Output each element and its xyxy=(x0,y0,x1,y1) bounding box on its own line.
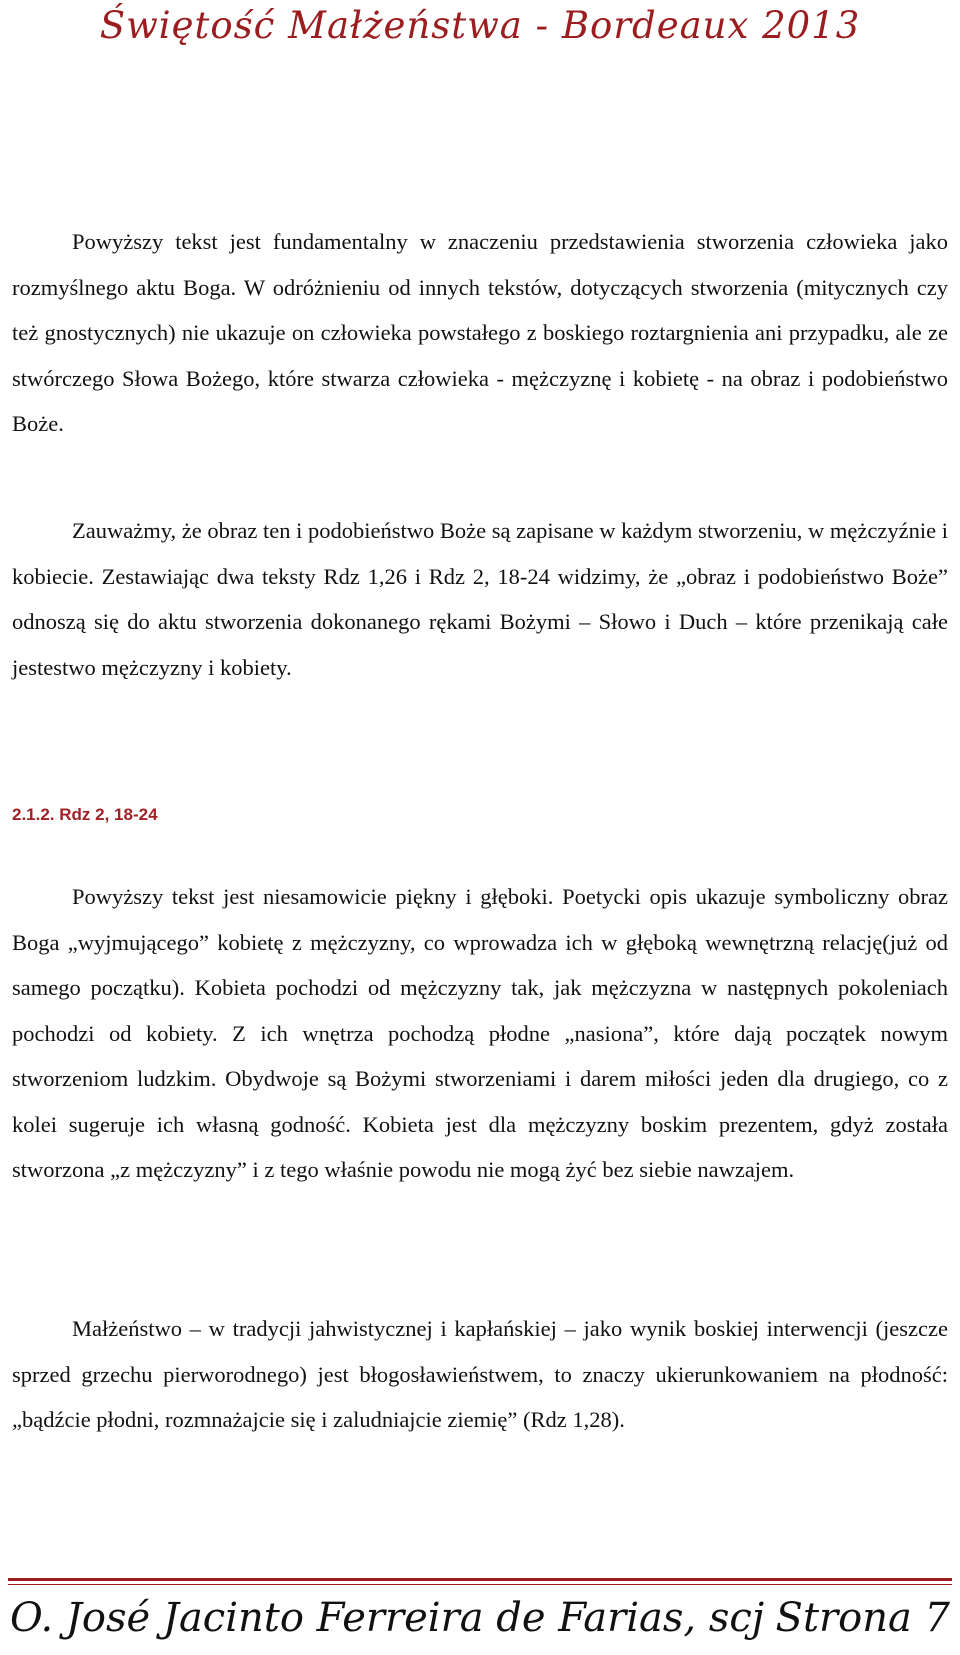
paragraph-1-text: Powyższy tekst jest fundamentalny w znaczeniu przedstawienia stworzenia człowieka jako rozmyślnego aktu Boga. W odróżnieniu od innych tekstów, dotyczących stworzenia (mitycznych czy też gnostycznych) nie ukazuje on człowieka powstałego z boskiego roztargnienia ani przypadku, ale ze stwórczego Słowa Bożego, które stwarza człowieka - mężczyznę i kobietę - na obraz i podobieństwo Boże. xyxy=(12,229,948,436)
paragraph-2-text: Zauważmy, że obraz ten i podobieństwo Boże są zapisane w każdym stworzeniu, w mężczyźnie i kobiecie. Zestawiając dwa teksty Rdz 1,26 i Rdz 2, 18-24 widzimy, że „obraz i podobieństwo Boże” odnoszą się do aktu stworzenia dokonanego rękami Bożymi – Słowo i Duch – które przenikają całe jestestwo mężczyzny i kobiety. xyxy=(12,518,948,680)
footer-page-number: Strona 7 xyxy=(775,1595,950,1641)
paragraph-2 xyxy=(12,508,948,690)
footer-author: O. José Jacinto Ferreira de Farias, scj xyxy=(10,1595,765,1641)
page-header-title: Świętość Małżeństwa - Bordeaux 2013 xyxy=(99,4,861,47)
paragraph-1 xyxy=(12,219,948,447)
paragraph-3 xyxy=(12,874,948,1193)
paragraph-4 xyxy=(12,1306,948,1443)
paragraph-4-text: Małżeństwo – w tradycji jahwistycznej i kapłańskiej – jako wynik boskiej interwencji (jeszcze sprzed grzechu pierworodnego) jest błogosławieństwem, to znaczy ukierunkowaniem na płodność: „bądźcie płodni, rozmnażajcie się i zaludniajcie ziemię” (Rdz 1,28). xyxy=(12,1316,948,1432)
footer-divider-thin xyxy=(8,1584,952,1585)
paragraph-3-text: Powyższy tekst jest niesamowicie piękny i głęboki. Poetycki opis ukazuje symboliczny obraz Boga „wyjmującego” kobietę z mężczyzny, co wprowadza ich w głęboką wewnętrzną relację(już od samego początku). Kobieta pochodzi od mężczyzny tak, jak mężczyzna w następnych pokoleniach pochodzi od kobiety. Z ich wnętrza pochodzą płodne „nasiona”, które dają początek nowym stworzeniom ludzkim. Obydwoje są Bożymi stworzeniami i darem miłości jeden dla drugiego, co z kolei sugeruje ich własną godność. Kobieta jest dla mężczyzny boskim prezentem, gdyż została stworzona „z mężczyzny” i z tego właśnie powodu nie mogą żyć bez siebie nawzajem. xyxy=(12,884,948,1182)
section-heading: 2.1.2. Rdz 2, 18-24 xyxy=(12,805,158,824)
footer-divider xyxy=(8,1578,952,1581)
